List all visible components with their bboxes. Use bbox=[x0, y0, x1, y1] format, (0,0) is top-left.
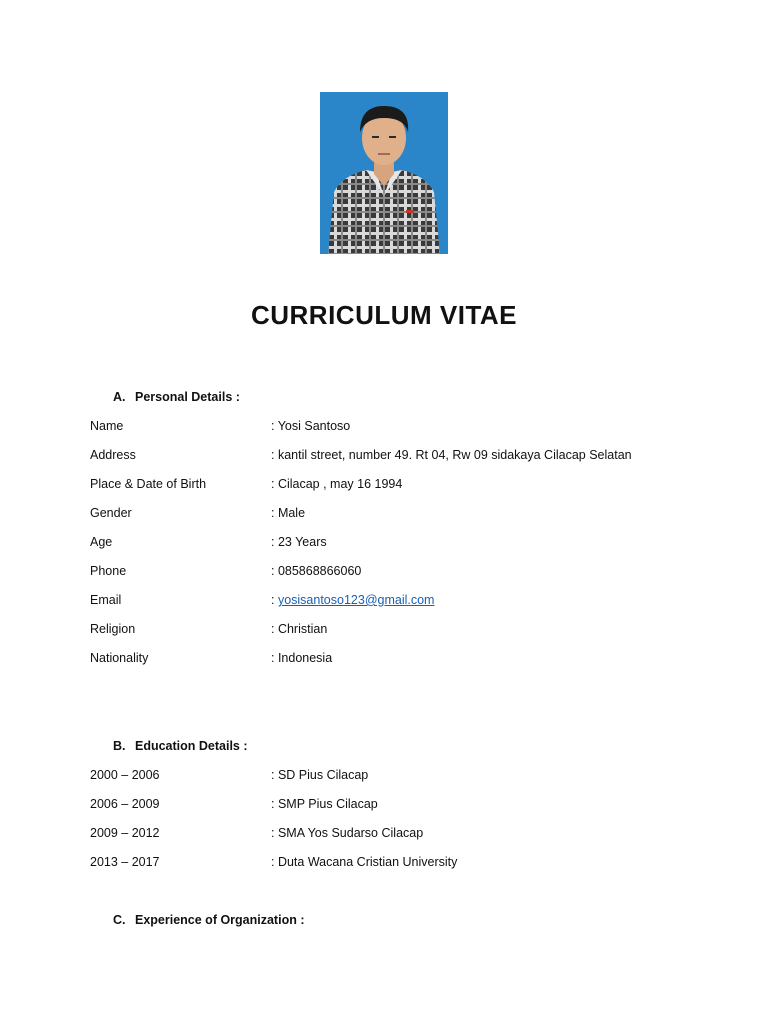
row-label: 2000 – 2006 bbox=[90, 768, 160, 782]
row-label: Phone bbox=[90, 564, 127, 578]
section-title: Education Details : bbox=[135, 739, 248, 753]
section-title: Experience of Organization : bbox=[135, 913, 305, 927]
row-label: Email bbox=[90, 593, 122, 607]
section-letter: B. bbox=[113, 739, 126, 753]
personal-row-birth bbox=[90, 477, 690, 495]
personal-row-email bbox=[90, 593, 690, 611]
email-link[interactable]: yosisantoso123@gmail.com bbox=[277, 593, 435, 607]
row-label: Place & Date of Birth bbox=[90, 477, 207, 491]
personal-row-religion bbox=[90, 622, 690, 640]
education-row bbox=[90, 826, 690, 844]
row-label: Age bbox=[90, 535, 113, 549]
education-row bbox=[90, 768, 690, 786]
row-value bbox=[271, 593, 434, 607]
personal-details-heading bbox=[113, 390, 240, 404]
education-row bbox=[90, 855, 690, 873]
row-value: : Male bbox=[271, 506, 306, 520]
row-value: : kantil street, number 49. Rt 04, Rw 09 sidakaya Cilacap Selatan bbox=[271, 448, 632, 462]
personal-row-phone bbox=[90, 564, 690, 582]
profile-photo-illustration bbox=[320, 92, 448, 254]
row-label: 2013 – 2017 bbox=[90, 855, 160, 869]
email-prefix: : bbox=[271, 593, 278, 607]
row-value: : 085868866060 bbox=[271, 564, 362, 578]
profile-photo bbox=[320, 92, 448, 254]
row-label: Name bbox=[90, 419, 124, 433]
education-row bbox=[90, 797, 690, 815]
personal-row-gender bbox=[90, 506, 690, 524]
row-label: 2009 – 2012 bbox=[90, 826, 160, 840]
experience-heading bbox=[113, 913, 304, 927]
personal-row-name bbox=[90, 419, 690, 437]
row-label: Gender bbox=[90, 506, 132, 520]
row-label: Religion bbox=[90, 622, 136, 636]
personal-row-address bbox=[90, 448, 690, 466]
section-letter: A. bbox=[113, 390, 126, 404]
row-value: : Indonesia bbox=[271, 651, 333, 665]
page-title: CURRICULUM VITAE bbox=[250, 300, 518, 330]
row-value: : SMP Pius Cilacap bbox=[271, 797, 378, 811]
row-value: : 23 Years bbox=[271, 535, 327, 549]
row-value: : Duta Wacana Cristian University bbox=[271, 855, 458, 869]
row-value: : Yosi Santoso bbox=[271, 419, 351, 433]
row-value: : SD Pius Cilacap bbox=[271, 768, 369, 782]
row-label: Address bbox=[90, 448, 136, 462]
education-details-heading bbox=[113, 739, 248, 753]
row-label: 2006 – 2009 bbox=[90, 797, 160, 811]
row-value: : SMA Yos Sudarso Cilacap bbox=[271, 826, 424, 840]
row-value: : Cilacap , may 16 1994 bbox=[271, 477, 403, 491]
section-title: Personal Details : bbox=[135, 390, 240, 404]
personal-row-age bbox=[90, 535, 690, 553]
row-label: Nationality bbox=[90, 651, 149, 665]
section-letter: C. bbox=[113, 913, 126, 927]
personal-row-nationality bbox=[90, 651, 690, 669]
row-value: : Christian bbox=[271, 622, 328, 636]
